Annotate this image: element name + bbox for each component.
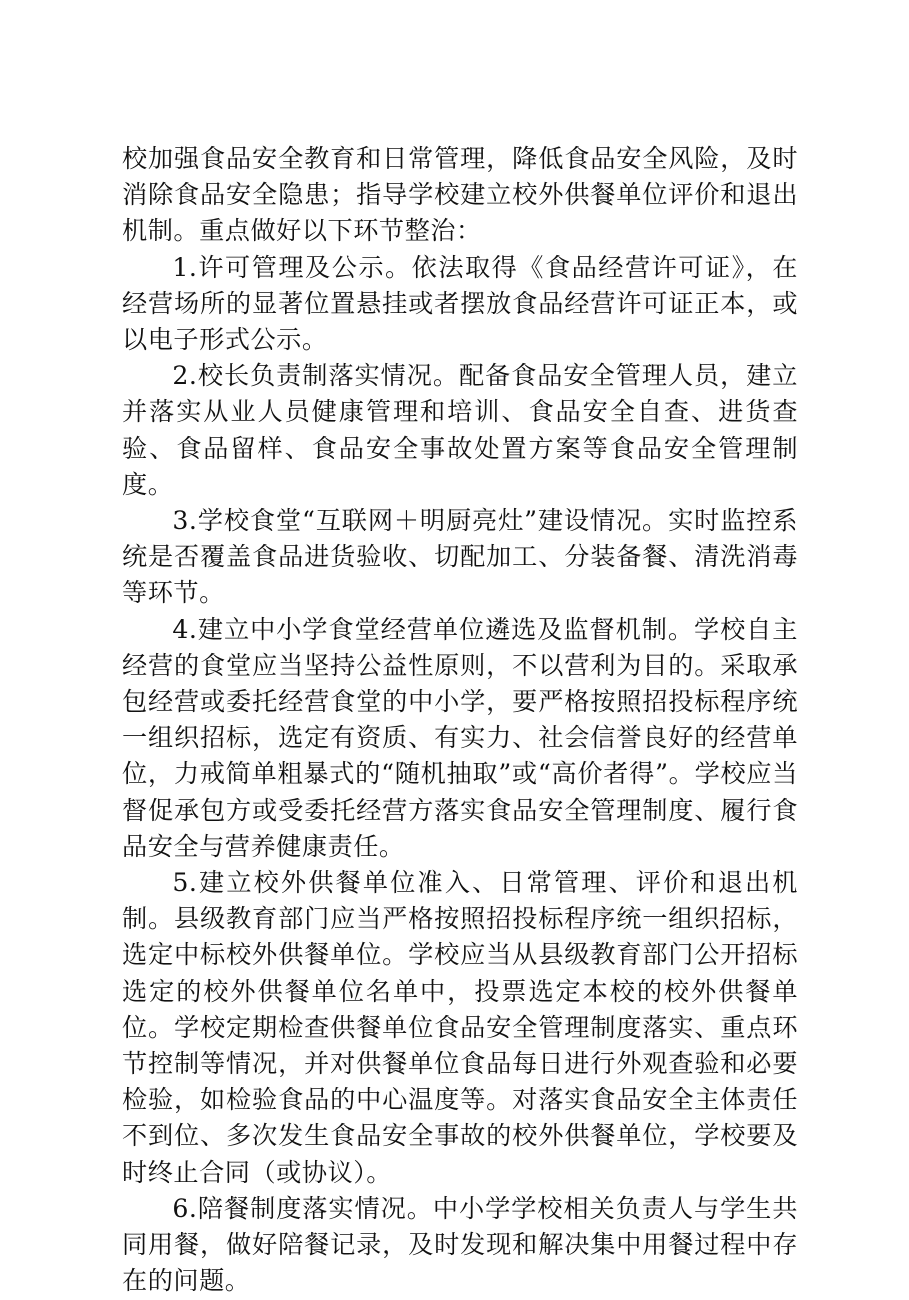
paragraph-item-2: 2.校长负责制落实情况。配备食品安全管理人员，建立并落实从业人员健康管理和培训、食品安全自查、进货查验、食品留样、食品安全事故处置方案等食品安全管理制度。	[122, 361, 798, 499]
paragraph-item-5: 5.建立校外供餐单位准入、日常管理、评价和退出机制。县级教育部门应当严格按照招投标程序统一组织招标，选定中标校外供餐单位。学校应当从县级教育部门公开招标选定的校外供餐单位名单中，投票选定本校的校外供餐单位。学校定期检查供餐单位食品安全管理制度落实、重点环节控制等情况，并对供餐单位食品每日进行外观查验和必要检验，如检验食品的中心温度等。对落实食品安全主体责任不到位、多次发生食品安全事故的校外供餐单位，学校要及时终止合同（或协议）。	[122, 868, 798, 1187]
paragraph-item-6: 6.陪餐制度落实情况。中小学学校相关负责人与学生共同用餐，做好陪餐记录，及时发现和解决集中用餐过程中存在的问题。	[122, 1193, 798, 1296]
document-body	[122, 141, 798, 1300]
paragraph-item-4: 4.建立中小学食堂经营单位遴选及监督机制。学校自主经营的食堂应当坚持公益性原则，不以营利为目的。采取承包经营或委托经营食堂的中小学，要严格按照招投标程序统一组织招标，选定有资质、有实力、社会信誉良好的经营单位，力戒简单粗暴式的“随机抽取”或“高价者得”。学校应当督促承包方或受委托经营方落实食品安全管理制度、履行食品安全与营养健康责任。	[122, 614, 798, 861]
paragraph-continuation: 校加强食品安全教育和日常管理，降低食品安全风险，及时消除食品安全隐患；指导学校建立校外供餐单位评价和退出机制。重点做好以下环节整治：	[122, 144, 798, 246]
paragraph-item-1: 1.许可管理及公示。依法取得《食品经营许可证》，在经营场所的显著位置悬挂或者摆放食品经营许可证正本，或以电子形式公示。	[122, 252, 798, 355]
paragraph-item-3: 3.学校食堂“互联网＋明厨亮灶”建设情况。实时监控系统是否覆盖食品进货验收、切配加工、分装备餐、清洗消毒等环节。	[122, 506, 798, 608]
